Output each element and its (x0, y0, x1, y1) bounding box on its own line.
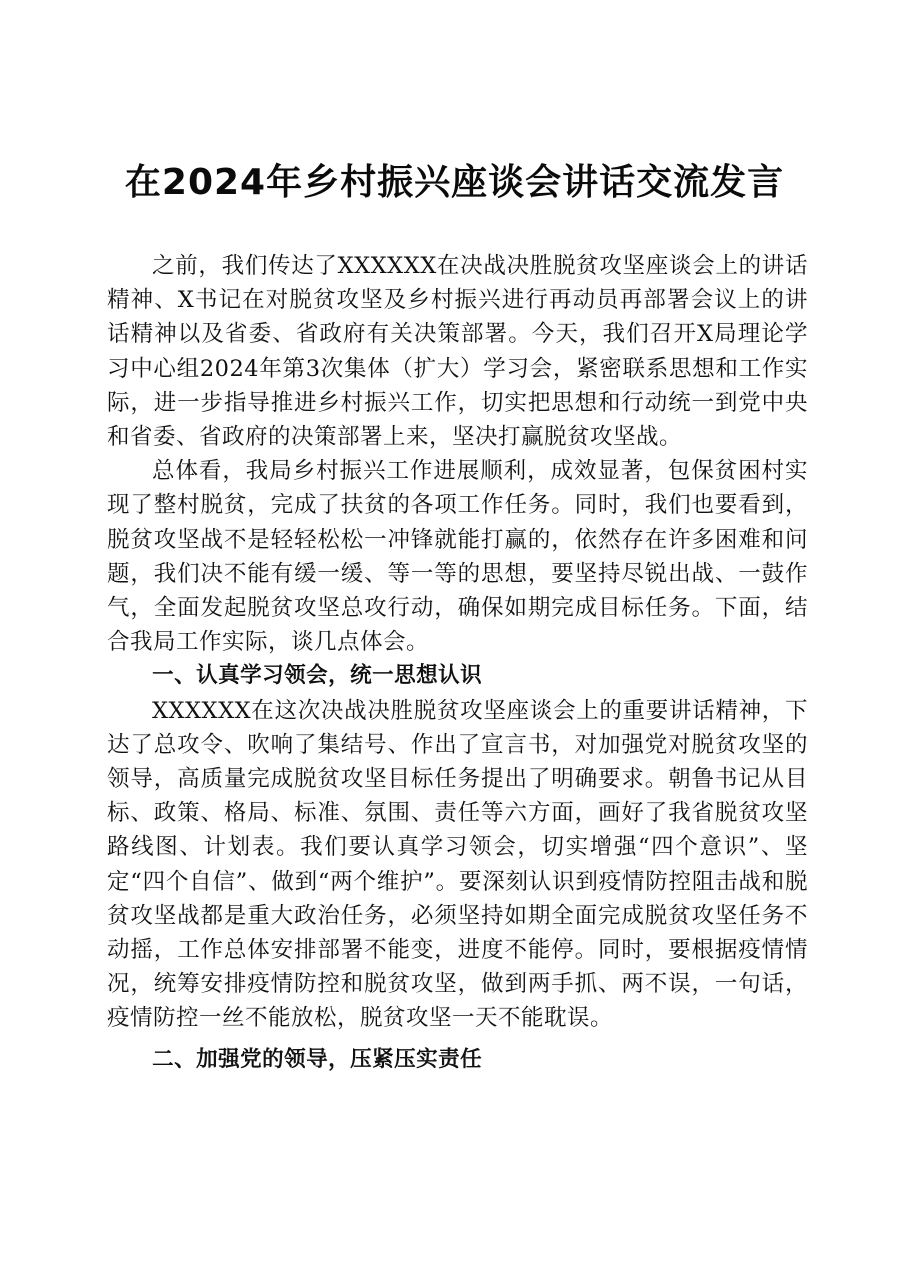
paragraph-intro: 之前，我们传达了XXXXXX在决战决胜脱贫攻坚座谈会上的讲话精神、X书记在对脱贫攻坚及乡村振兴进行再动员再部署会议上的讲话精神以及省委、省政府有关决策部署。今天，我们召开X局理论学习中心组2024年第3次集体（扩大）学习会，紧密联系思想和工作实际，进一步指导推进乡村振兴工作，切实把思想和行动统一到党中央和省委、省政府的决策部署上来，坚决打赢脱贫攻坚战。 (107, 253, 808, 451)
paragraph-section-1: XXXXXX在这次决战决胜脱贫攻坚座谈会上的重要讲话精神，下达了总攻令、吹响了集结号、作出了宣言书，对加强党对脱贫攻坚的领导，高质量完成脱贫攻坚目标任务提出了明确要求。朝鲁书记从目标、政策、格局、标准、氛围、责任等六方面，画好了我省脱贫攻坚路线图、计划表。我们要认真学习领会，切实增强“四个意识”、坚定“四个自信”、做到“两个维护”。要深刻认识到疫情防控阻击战和脱贫攻坚战都是重大政治任务，必须坚持如期全面完成脱贫攻坚任务不动摇，工作总体安排部署不能变，进度不能停。同时，要根据疫情情况，统筹安排疫情防控和脱贫攻坚，做到两手抓、两不误，一句话，疫情防控一丝不能放松，脱贫攻坚一天不能耽误。 (107, 697, 808, 1032)
section-heading-1: 一、认真学习领会，统一思想认识 (152, 663, 483, 689)
document-title: 在2024年乡村振兴座谈会讲话交流发言 (124, 162, 785, 203)
section-heading-2: 二、加强党的领导，压紧压实责任 (152, 1046, 483, 1072)
document-body (107, 249, 808, 1077)
paragraph-overview: 总体看，我局乡村振兴工作进展顺利，成效显著，包保贫困村实现了整村脱贫，完成了扶贫的各项工作任务。同时，我们也要看到，脱贫攻坚战不是轻轻松松一冲锋就能打赢的，依然存在许多困难和问题，我们决不能有缓一缓、等一等的思想，要坚持尽锐出战、一鼓作气，全面发起脱贫攻坚总攻行动，确保如期完成目标任务。下面，结合我局工作实际，谈几点体会。 (107, 458, 808, 656)
